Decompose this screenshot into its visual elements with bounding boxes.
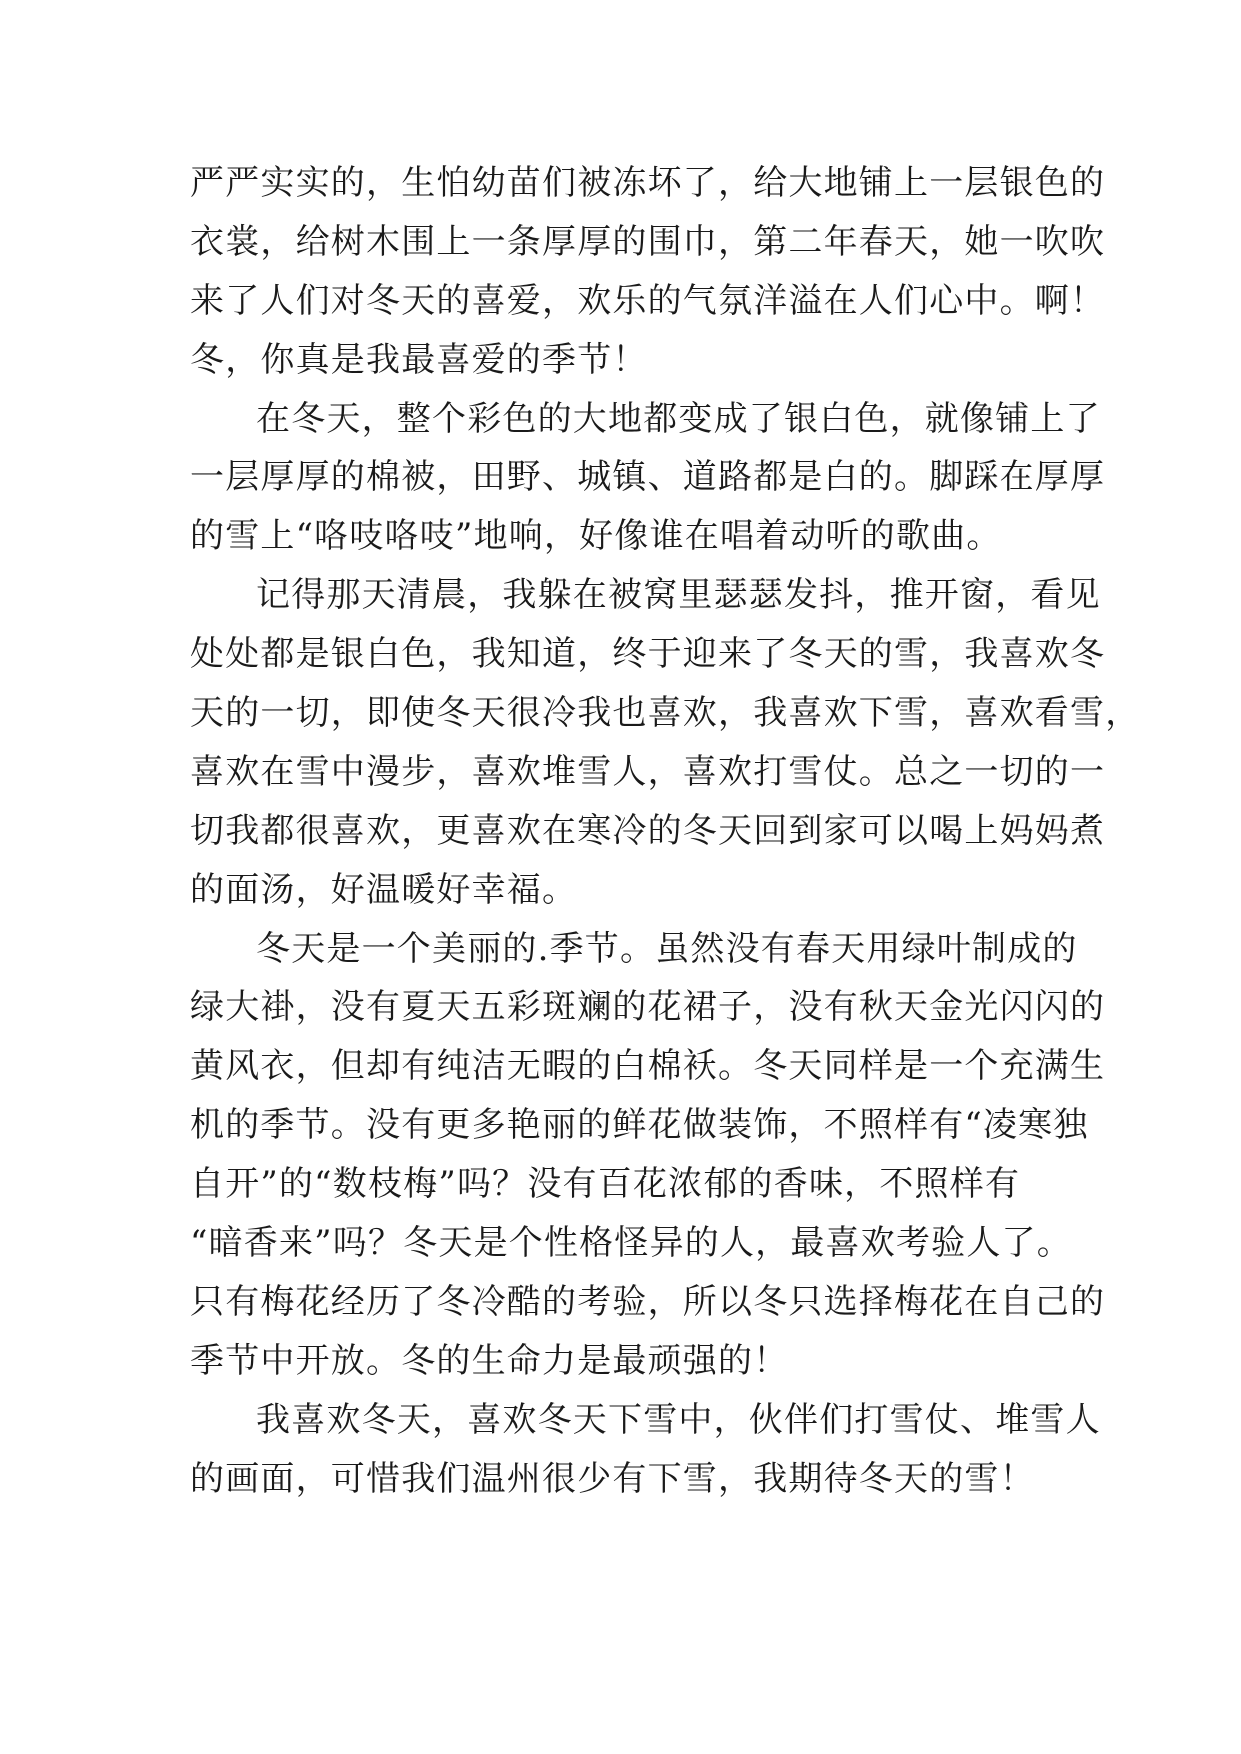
document-page: [190, 154, 1141, 1508]
paragraph-first-line: 在冬天，整个彩色的大地都变成了银白色，就像铺上了: [256, 398, 1101, 439]
text-line: 的雪上“咯吱咯吱”地响，好像谁在唱着动听的歌曲。: [190, 516, 1002, 557]
paragraph-first-line: 冬天是一个美丽的.季节。虽然没有春天用绿叶制成的: [256, 928, 1078, 969]
text-line: 的面汤，好温暖好幸福。: [190, 869, 578, 910]
text-line: 季节中开放。冬的生命力是最顽强的！: [190, 1340, 789, 1381]
text-line: 只有梅花经历了冬冷酷的考验，所以冬只选择梅花在自己的: [190, 1281, 1106, 1322]
paragraph-first-line: 我喜欢冬天，喜欢冬天下雪中，伙伴们打雪仗、堆雪人: [256, 1399, 1101, 1440]
text-line: 切我都很喜欢，更喜欢在寒冷的冬天回到家可以喝上妈妈煮: [190, 810, 1106, 851]
text-line: 绿大褂，没有夏天五彩斑斓的花裙子，没有秋天金光闪闪的: [190, 987, 1106, 1028]
text-line: 的画面，可惜我们温州很少有下雪，我期待冬天的雪！: [190, 1458, 1035, 1499]
text-line: 自开”的“数枝梅”吗？没有百花浓郁的香味，不照样有: [190, 1164, 1021, 1205]
text-line: 一层厚厚的棉被，田野、城镇、道路都是白的。脚踩在厚厚: [190, 457, 1106, 498]
text-line: 天的一切，即使冬天很冷我也喜欢，我喜欢下雪，喜欢看雪，: [190, 693, 1141, 734]
paragraph-first-line: 记得那天清晨，我躲在被窝里瑟瑟发抖，推开窗，看见: [256, 575, 1101, 616]
text-line: 机的季节。没有更多艳丽的鲜花做装饰，不照样有“凌寒独: [190, 1105, 1089, 1146]
text-line: 冬，你真是我最喜爱的季节！: [190, 339, 648, 380]
text-line: 黄风衣，但却有纯洁无暇的白棉袄。冬天同样是一个充满生: [190, 1046, 1106, 1087]
body-text: [190, 154, 1141, 1508]
text-line: 衣裳，给树木围上一条厚厚的围巾，第二年春天，她一吹吹: [190, 221, 1106, 262]
text-line: 处处都是银白色，我知道，终于迎来了冬天的雪，我喜欢冬: [190, 634, 1106, 675]
text-line: “暗香来”吗？冬天是个性格怪异的人，最喜欢考验人了。: [190, 1223, 1072, 1264]
text-line: 喜欢在雪中漫步，喜欢堆雪人，喜欢打雪仗。总之一切的一: [190, 751, 1106, 792]
text-line: 来了人们对冬天的喜爱，欢乐的气氛洋溢在人们心中。啊！: [190, 280, 1106, 321]
text-line: 严严实实的，生怕幼苗们被冻坏了，给大地铺上一层银色的: [190, 163, 1106, 203]
